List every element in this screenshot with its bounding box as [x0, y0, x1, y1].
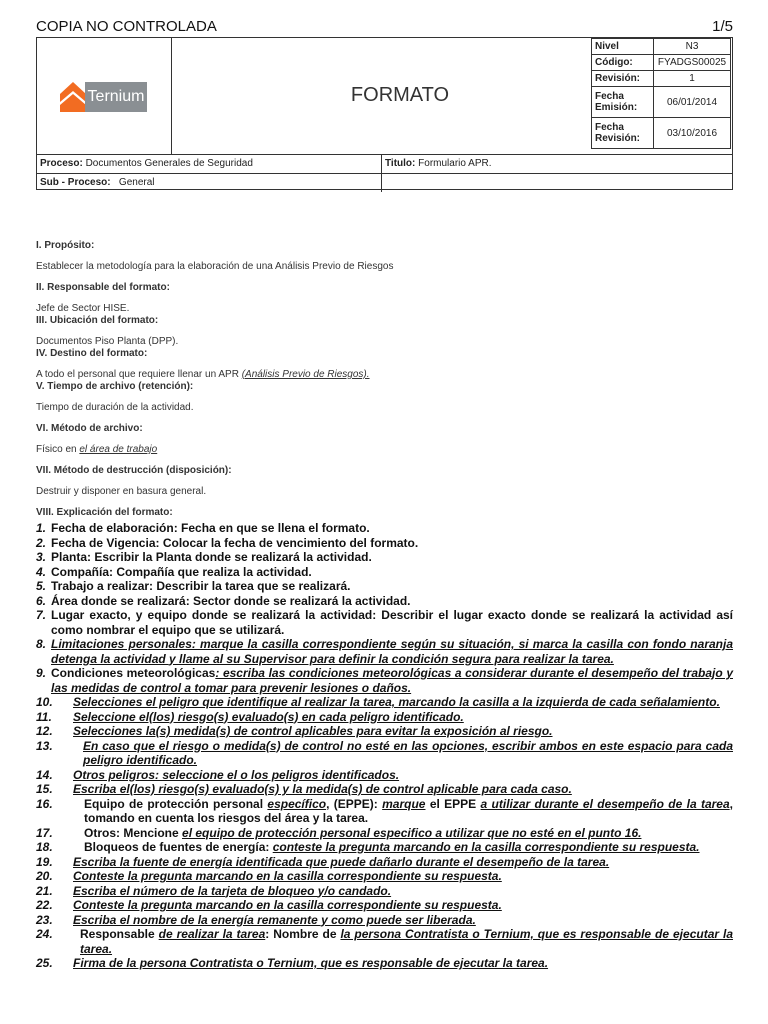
item-text: Fecha de Vigencia: Colocar la fecha de vencimiento del formato.: [51, 535, 419, 550]
item-text-emphasis: Conteste la pregunta marcando en la casilla correspondiente su respuesta.: [73, 898, 502, 912]
process-rows: [37, 154, 732, 192]
section-heading-text: III. Ubicación del formato:: [36, 315, 159, 326]
item-number: 22.: [36, 898, 53, 912]
section-text-link: el área de trabajo: [79, 444, 158, 455]
item-text: Planta: Escribir la Planta donde se realizará la actividad.: [51, 550, 372, 564]
house-mark-icon: [60, 82, 86, 112]
meta-key: Fecha Emisión:: [592, 87, 654, 118]
list-item: [36, 579, 733, 594]
item-number: 10.: [36, 695, 53, 709]
explanation-list: [36, 521, 733, 971]
section-heading: [36, 282, 733, 294]
meta-value: 1: [654, 71, 731, 87]
page-number: 1/5: [712, 18, 733, 35]
brand-name: Ternium: [85, 82, 147, 112]
item-number: 24.: [36, 927, 53, 941]
item-text-emphasis: a utilizar durante el desempeño de la tarea: [480, 796, 730, 811]
list-item: [36, 695, 733, 710]
section-text-plain: A todo el personal que requiere llenar un APR: [36, 369, 242, 380]
item-number: 18.: [36, 840, 53, 854]
list-item: [36, 927, 733, 956]
list-item: [36, 536, 733, 551]
list-item: [36, 739, 733, 768]
section-heading-text: IV. Destino del formato:: [36, 348, 148, 359]
section-heading-text: I. Propósito:: [36, 240, 95, 251]
item-text: , tomando en cuenta los riesgos del área y la tarea.: [84, 796, 733, 825]
item-text: Equipo de protección personal: [84, 796, 268, 811]
item-text-emphasis: Conteste la pregunta marcando en la casilla correspondiente su respuesta.: [73, 869, 502, 883]
item-number: 4.: [36, 564, 47, 579]
meta-value: FYADGS00025: [654, 55, 731, 71]
ternium-logo: [37, 38, 172, 154]
item-number: 7.: [36, 608, 47, 622]
document-type-title: FORMATO: [350, 84, 450, 106]
section-heading: [36, 240, 733, 252]
item-text-emphasis: En caso que el riesgo o medida(s) de control no esté en las opciones, escribir ambos en este espacio para cada peligro identificado.: [83, 738, 733, 767]
item-text: Compañía: Compañía que realiza la actividad.: [51, 564, 312, 579]
item-number: 21.: [36, 883, 53, 898]
list-item: [36, 869, 733, 884]
item-number: 17.: [36, 825, 53, 840]
list-item: [36, 768, 733, 783]
list-item: [36, 637, 733, 666]
list-item: [36, 956, 733, 971]
item-text-emphasis: la persona Contratista o Ternium, que es responsable de ejecutar la tarea.: [80, 927, 733, 956]
list-item: [36, 565, 733, 580]
section-heading-text: II. Responsable del formato:: [36, 282, 170, 293]
item-text: Trabajo a realizar: Describir la tarea que se realizará.: [51, 579, 351, 593]
title-value: Formulario APR.: [418, 158, 492, 169]
item-number: 20.: [36, 869, 53, 883]
meta-table: [591, 38, 733, 149]
item-text-emphasis: Escriba el número de la tarjeta de bloqueo y/o candado.: [73, 883, 392, 898]
section-text: Documentos Piso Planta (DPP).: [36, 336, 179, 347]
item-text-emphasis: Selecciones la(s) medida(s) de control aplicables para evitar la exposición al riesgo.: [73, 724, 553, 738]
item-text: Área donde se realizará: Sector donde se realizará la actividad.: [51, 593, 411, 608]
process-row: [37, 155, 732, 174]
meta-key: Código:: [592, 55, 654, 71]
item-text-emphasis: Limitaciones personales: marque la casilla correspondiente según su situación, si marca la casilla con fondo naranja detenga la actividad y llame al su Supervisor para definir la condición segura para realizar la tarea.: [51, 637, 733, 666]
list-item: [36, 521, 733, 536]
item-text-emphasis: Escriba el(los) riesgo(s) evaluado(s) y la medida(s) de control aplicable para cada caso.: [73, 782, 572, 796]
section-text: [36, 369, 733, 381]
section-text: Establecer la metodología para la elaboración de una Análisis Previo de Riesgos: [36, 261, 394, 272]
item-number: 6.: [36, 593, 47, 608]
section-text: Jefe de Sector HISE.: [36, 303, 130, 314]
item-text-emphasis: Seleccione el(los) riesgo(s) evaluado(s) en cada peligro identificado.: [73, 709, 464, 724]
section-heading-text: VI. Método de archivo:: [36, 423, 143, 434]
item-text: el EPPE: [425, 796, 481, 811]
list-item: [36, 855, 733, 870]
item-number: 14.: [36, 767, 53, 782]
list-item: [36, 666, 733, 695]
item-text: Lugar exacto, y equipo donde se realizará la actividad: Describir el lugar exacto donde se realizará la actividad así como nombrar el equipo que se utilizará.: [51, 608, 733, 637]
list-item: [36, 594, 733, 609]
item-text: Otros: Mencione: [84, 825, 183, 840]
item-number: 8.: [36, 637, 47, 651]
item-text-emphasis: específico: [267, 796, 327, 811]
copy-label: COPIA NO CONTROLADA: [36, 18, 217, 35]
section-heading: [36, 315, 733, 327]
item-text-emphasis: Escriba el nombre de la energía remanente y como puede ser liberada.: [73, 912, 476, 927]
item-text-emphasis: : escriba las condiciones meteorológicas a considerar durante el desempeño del trabajo y las medidas de control a tomar para prevenir lesiones o daños.: [51, 666, 733, 695]
subprocess-row: [37, 174, 732, 192]
list-item: [36, 840, 733, 855]
document-sections: [36, 240, 733, 519]
section-text: Destruir y disponer en basura general.: [36, 486, 207, 497]
meta-value: N3: [654, 39, 731, 55]
item-text: Condiciones meteorológicas: [51, 666, 216, 680]
item-number: 11.: [36, 709, 52, 724]
item-text: , (EPPE):: [326, 796, 383, 811]
list-item: [36, 608, 733, 637]
meta-key: Fecha Revisión:: [592, 118, 654, 149]
section-text: Tiempo de duración de la actividad.: [36, 402, 194, 413]
process-label: Proceso:: [40, 158, 83, 169]
section-heading: [36, 423, 733, 435]
title-label: Titulo:: [385, 158, 416, 169]
list-item: [36, 782, 733, 797]
item-text-emphasis: conteste la pregunta marcando en la casilla correspondiente su respuesta.: [272, 840, 700, 854]
document-type: [172, 38, 628, 154]
list-item: [36, 797, 733, 826]
item-text: Fecha de elaboración: Fecha en que se llena el formato.: [51, 521, 370, 535]
section-heading-text: VII. Método de destrucción (disposición):: [36, 465, 232, 476]
list-item: [36, 884, 733, 899]
section-text-link: (Análisis Previo de Riesgos).: [241, 369, 370, 380]
item-number: 2.: [36, 535, 47, 550]
section-heading-text: VIII. Explicación del formato:: [36, 507, 173, 518]
list-item: [36, 913, 733, 928]
meta-value: 03/10/2016: [654, 118, 731, 149]
section-heading: [36, 507, 733, 519]
top-line: [36, 18, 733, 35]
list-item: [36, 550, 733, 565]
item-text-emphasis: Otros peligros: seleccione el o los peligros identificados.: [73, 767, 400, 782]
list-item: [36, 898, 733, 913]
item-number: 1.: [36, 521, 47, 535]
item-number: 23.: [36, 912, 53, 927]
section-heading-text: V. Tiempo de archivo (retención):: [36, 381, 194, 392]
item-number: 16.: [36, 796, 53, 811]
item-number: 25.: [36, 956, 53, 970]
section-text-plain: Físico en: [36, 444, 80, 455]
item-text-emphasis: de realizar la tarea: [158, 927, 266, 941]
item-text: Bloqueos de fuentes de energía:: [84, 840, 273, 854]
item-number: 9.: [36, 666, 47, 680]
section-heading: [36, 465, 733, 477]
item-number: 3.: [36, 550, 47, 564]
subprocess-label: Sub - Proceso:: [40, 177, 111, 188]
item-text: Responsable: [80, 927, 159, 941]
list-item: [36, 724, 733, 739]
item-number: 12.: [36, 724, 53, 738]
item-text-emphasis: el equipo de protección personal especifico a utilizar que no esté en el punto 16.: [182, 825, 642, 840]
list-item: [36, 826, 733, 841]
process-value: Documentos Generales de Seguridad: [85, 158, 253, 169]
item-text: : Nombre de: [265, 927, 341, 941]
item-text-emphasis: marque: [382, 796, 426, 811]
item-number: 15.: [36, 782, 53, 796]
section-heading: [36, 381, 733, 393]
list-item: [36, 710, 733, 725]
item-number: 5.: [36, 579, 47, 593]
item-number: 13.: [36, 738, 53, 753]
item-text-emphasis: Selecciones el peligro que identifique al realizar la tarea, marcando la casilla a la izquierda de cada señalamiento.: [73, 695, 720, 709]
section-heading: [36, 348, 733, 360]
section-text: [36, 444, 733, 456]
item-number: 19.: [36, 854, 53, 869]
meta-value: 06/01/2014: [654, 87, 731, 118]
document-header: [36, 37, 733, 190]
item-text-emphasis: Escriba la fuente de energía identificada que puede dañarlo durante el desempeño de la tarea.: [73, 854, 610, 869]
item-text-emphasis: Firma de la persona Contratista o Ternium, que es responsable de ejecutar la tarea.: [73, 956, 549, 970]
subprocess-value: General: [118, 177, 155, 188]
meta-key: Nivel: [592, 39, 654, 55]
meta-key: Revisión:: [592, 71, 654, 87]
